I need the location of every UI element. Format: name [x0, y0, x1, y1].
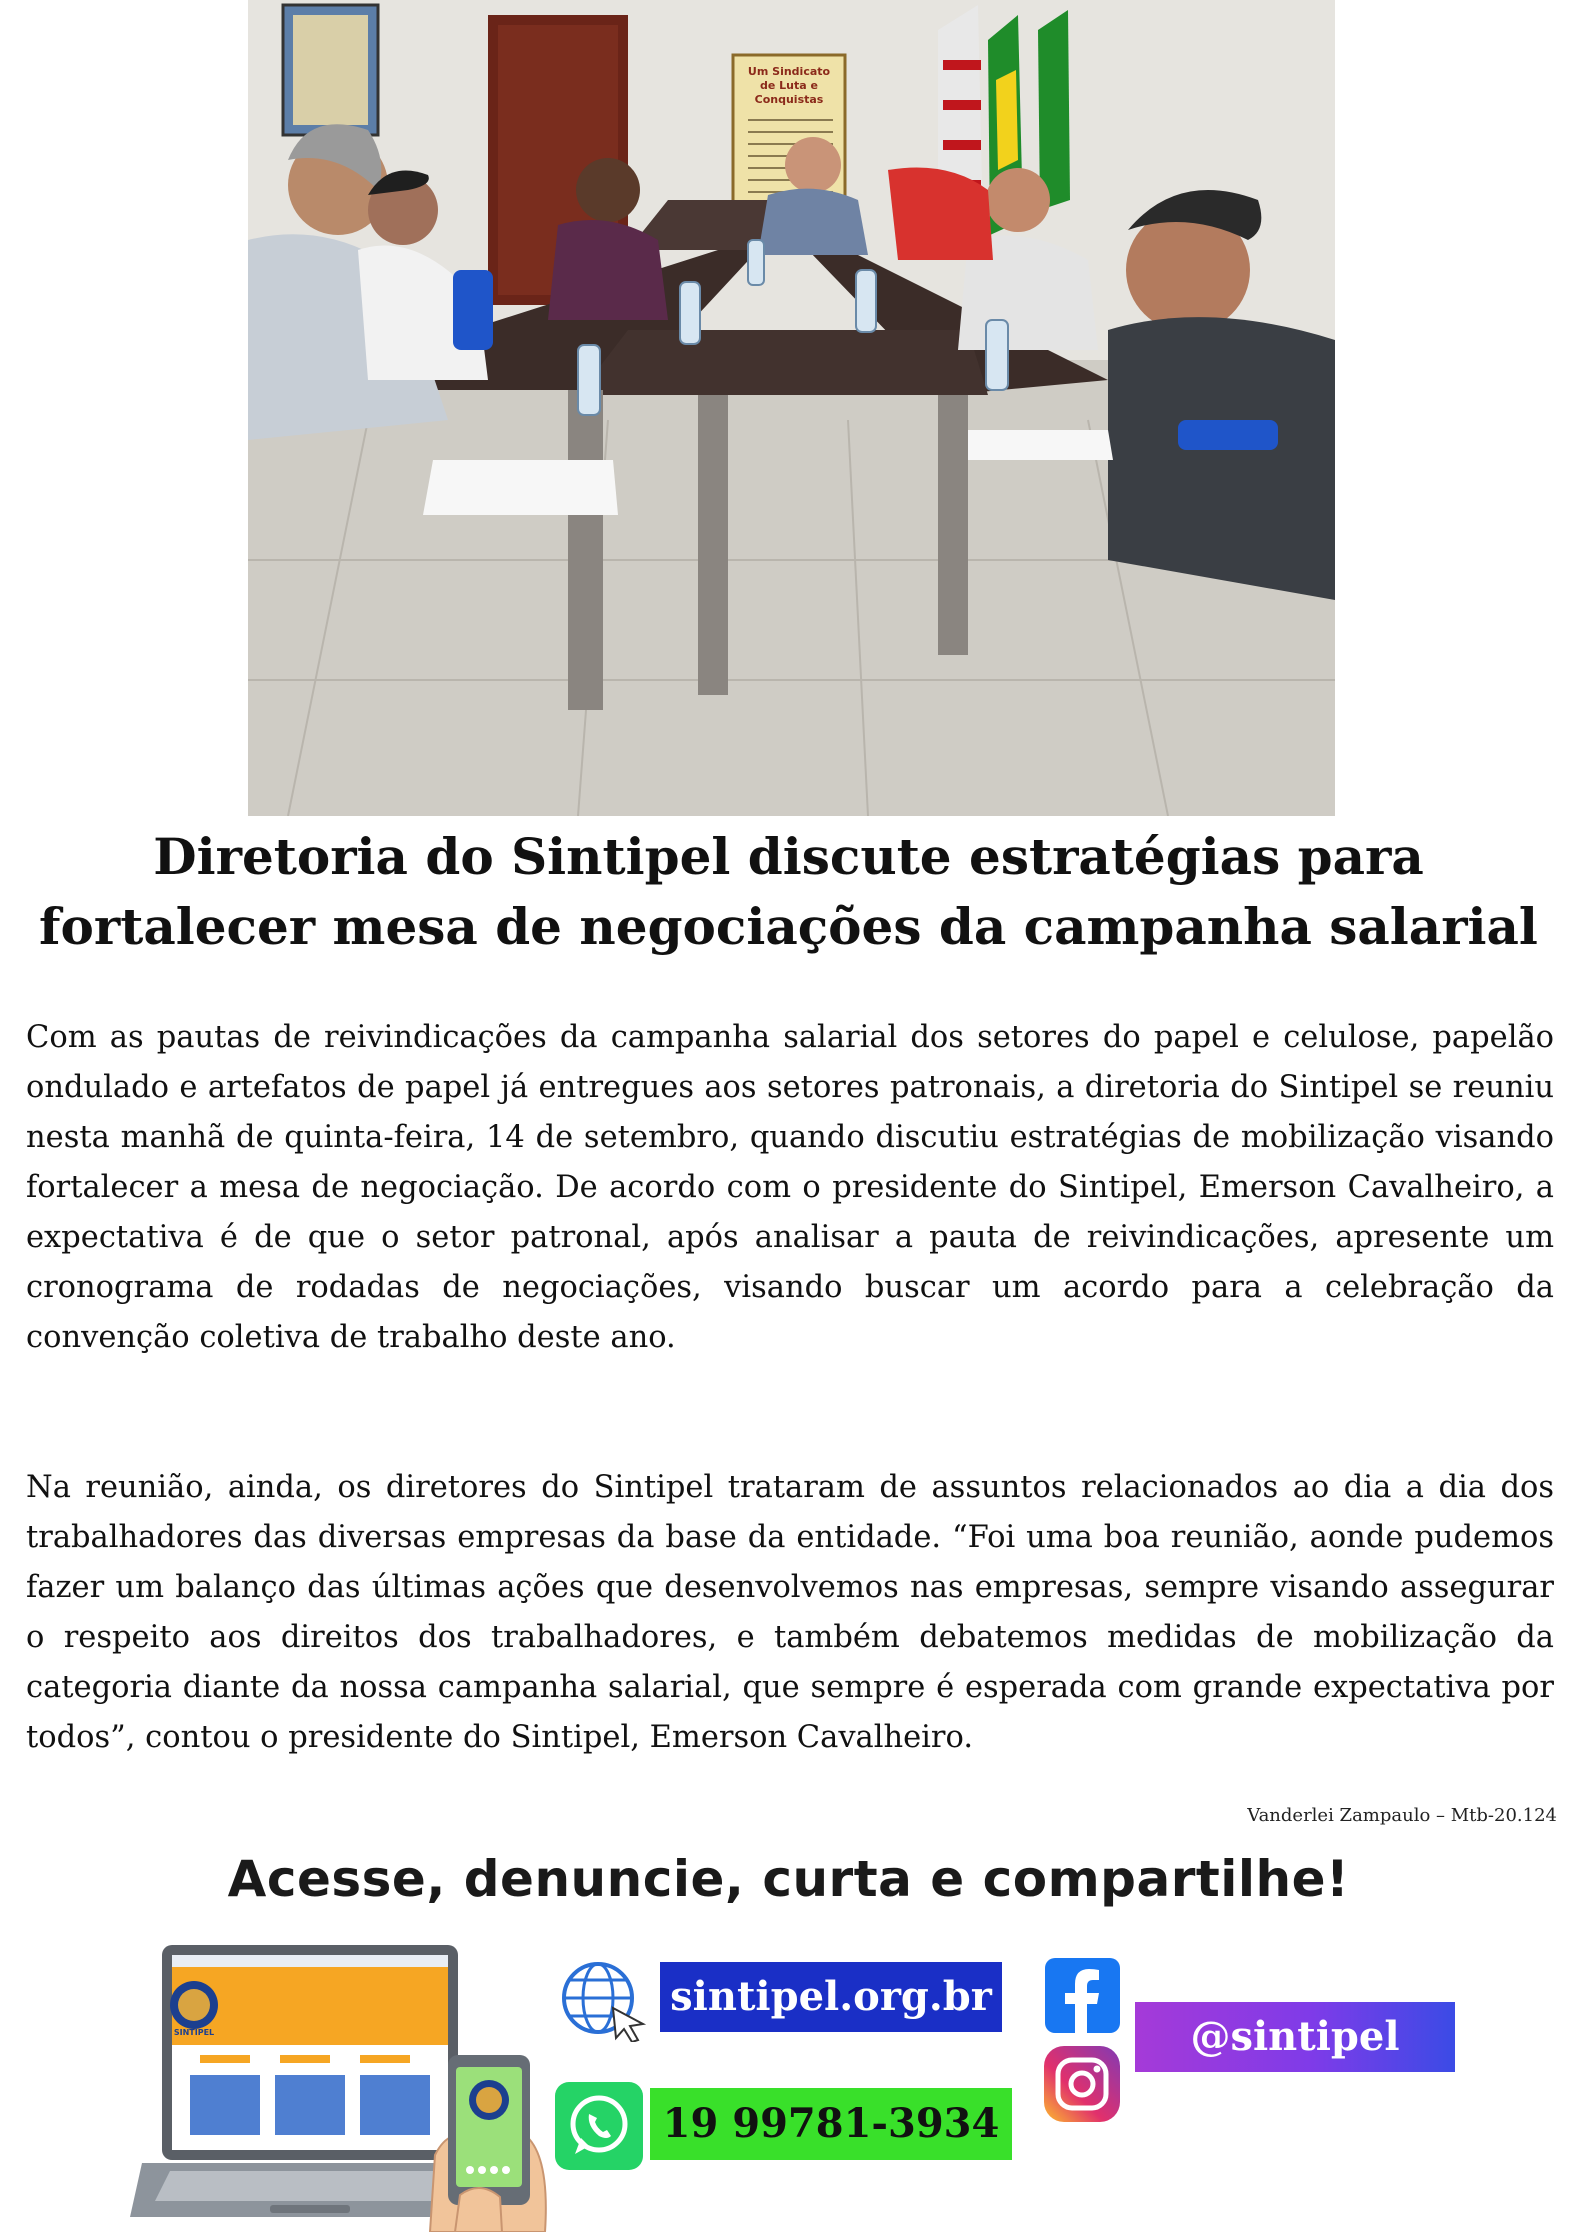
- social-handle[interactable]: @sintipel: [1135, 2002, 1455, 2072]
- website-link[interactable]: sintipel.org.br: [660, 1962, 1002, 2032]
- banner-line-3: Conquistas: [754, 93, 824, 106]
- article-paragraph-2: Na reunião, ainda, os diretores do Sintipel trataram de assuntos relacionados ao dia a dia dos trabalhadores das diversas empresas da base da entidade. “Foi uma boa reunião, aonde pudemos fazer um balanço das últimas ações que desenvolvemos nas empresas, sempre visando assegurar o respeito aos direitos dos trabalhadores, e também debatemos medidas de mobilização da categoria diante da nossa campanha salarial, que sempre é esperada com grande expectativa por todos”, contou o presidente do Sintipel, Emerson Cavalheiro.: [26, 1470, 1554, 1755]
- article-title-line-1: Diretoria do Sintipel discute estratégias para: [153, 827, 1424, 886]
- article-title-line-2: fortalecer mesa de negociações da campanha salarial: [39, 897, 1538, 956]
- laptop-illustration: [130, 1935, 590, 2232]
- meeting-photo: [248, 0, 1335, 816]
- article-title: [20, 822, 1557, 962]
- globe-icon: [558, 1958, 648, 2042]
- instagram-svg: [1042, 2044, 1122, 2124]
- banner-line-2: de Luta e: [760, 79, 818, 92]
- author-credit: Vanderlei Zampaulo – Mtb-20.124: [1247, 1805, 1557, 1826]
- whatsapp-icon[interactable]: [555, 2082, 643, 2170]
- banner-line-1: Um Sindicato: [747, 65, 831, 78]
- whatsapp-number[interactable]: 19 99781-3934: [650, 2088, 1012, 2160]
- globe-svg: [558, 1958, 648, 2042]
- laptop-svg: [130, 1935, 590, 2232]
- whatsapp-svg: [555, 2082, 643, 2170]
- facebook-icon[interactable]: [1045, 1958, 1120, 2033]
- article-paragraph-1: Com as pautas de reivindicações da campanha salarial dos setores do papel e celulose, papelão ondulado e artefatos de papel já entregues aos setores patronais, a diretoria do Sintipel se reuniu nesta manhã de quinta-feira, 14 de setembro, quando discutiu estratégias de mobilização visando fortalecer a mesa de negociação. De acordo com o presidente do Sintipel, Emerson Cavalheiro, a expectativa é de que o setor patronal, após analisar a pauta de reivindicações, apresente um cronograma de rodadas de negociações, visando buscar um acordo para a celebração da convenção coletiva de trabalho deste ano.: [26, 1020, 1554, 1355]
- laptop-logo-text: SINTIPEL: [173, 2028, 215, 2037]
- facebook-svg: [1045, 1958, 1120, 2033]
- instagram-icon[interactable]: [1042, 2044, 1122, 2124]
- call-to-action: Acesse, denuncie, curta e compartilhe!: [227, 1850, 1350, 1908]
- meeting-photo-illustration: [248, 0, 1335, 816]
